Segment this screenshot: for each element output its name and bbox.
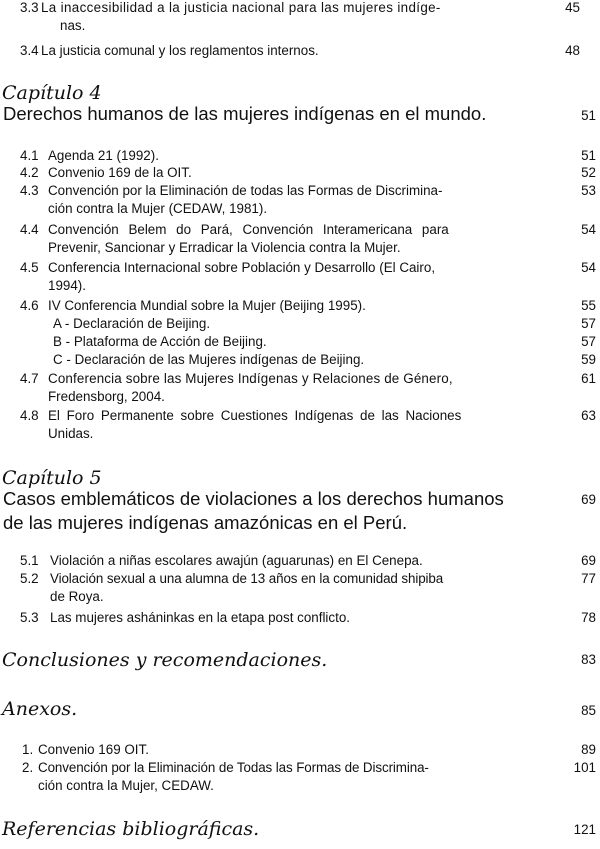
references-title: Referencias bibliográficas. <box>2 818 260 840</box>
entry-text: Conferencia sobre las Mujeres Indígenas y Relaciones de Género, <box>48 371 453 386</box>
toc-entry-annex-1 <box>20 741 596 759</box>
entry-number: 4.1 <box>20 148 39 163</box>
entry-text: Conferencia Internacional sobre Población y Desarrollo (El Cairo, <box>48 260 436 275</box>
chapter-5-title-line2: de las mujeres indígenas amazónicas en el Perú. <box>3 512 408 533</box>
entry-text: Violación a niñas escolares awajún (aguarunas) en El Cenepa. <box>50 553 423 568</box>
entry-text: El Foro Permanente sobre Cuestiones Indígenas de las Naciones <box>48 408 462 423</box>
entry-text: Convención Belem do Pará, Convención Interamericana para <box>48 222 449 237</box>
toc-entry-4-3 <box>20 182 596 218</box>
toc-entry-4-6 <box>20 297 596 315</box>
entry-text-continued: 1994). <box>48 278 86 293</box>
entry-number: 4.4 <box>20 222 39 237</box>
entry-number: 3.3 <box>20 0 39 15</box>
annexes-title: Anexos. <box>2 698 78 720</box>
entry-page: 61 <box>581 371 596 386</box>
entry-number: 4.8 <box>20 408 39 423</box>
entry-number: 5.3 <box>20 610 39 625</box>
entry-number: 5.1 <box>20 553 39 568</box>
entry-page: 69 <box>581 553 596 568</box>
entry-page: 52 <box>581 165 596 180</box>
entry-page: 77 <box>581 571 596 586</box>
entry-text: A - Declaración de Beijing. <box>53 316 211 331</box>
entry-page: 89 <box>581 742 596 757</box>
toc-entry-4-1 <box>20 147 596 165</box>
entry-page: 55 <box>581 298 596 313</box>
entry-text-continued: Prevenir, Sancionar y Erradicar la Violencia contra la Mujer. <box>48 240 401 255</box>
entry-text: Convenio 169 OIT. <box>38 742 149 757</box>
chapter-4-title: Derechos humanos de las mujeres indígenas en el mundo. <box>3 103 487 124</box>
toc-entry-4-4 <box>20 221 596 257</box>
entry-text: Violación sexual a una alumna de 13 años en la comunidad shipiba <box>50 571 444 586</box>
entry-number: 1. <box>22 742 34 757</box>
entry-page: 51 <box>581 148 596 163</box>
entry-text-continued: de Roya. <box>50 589 104 604</box>
toc-entry-3-3 <box>20 0 580 37</box>
chapter-4-page: 51 <box>581 108 596 123</box>
conclusions-title: Conclusiones y recomendaciones. <box>2 649 328 671</box>
entry-page: 59 <box>581 352 596 367</box>
entry-text: Agenda 21 (1992). <box>48 148 159 163</box>
toc-entry-4-6-b <box>20 333 596 351</box>
entry-page: 54 <box>581 222 596 237</box>
entry-text: Convención por la Eliminación de Todas las Formas de Discrimina- <box>38 760 429 775</box>
entry-number: 4.2 <box>20 165 39 180</box>
entry-page: 57 <box>581 334 596 349</box>
chapter-5-page: 69 <box>581 492 596 507</box>
entry-text: La justicia comunal y los reglamentos internos. <box>41 43 319 58</box>
toc-entry-4-2 <box>20 164 596 182</box>
toc-entry-4-5 <box>20 259 596 295</box>
entry-page: 45 <box>565 0 580 15</box>
entry-number: 2. <box>22 760 34 775</box>
toc-entry-4-7 <box>20 370 596 406</box>
conclusions-page: 83 <box>581 652 596 667</box>
entry-text: Convenio 169 de la OIT. <box>48 165 192 180</box>
toc-entry-4-6-c <box>20 351 596 369</box>
annexes-page: 85 <box>581 703 596 718</box>
references-page: 121 <box>573 822 596 837</box>
entry-page: 57 <box>581 316 596 331</box>
entry-text-continued: nas. <box>60 18 86 33</box>
entry-text: La inaccesibilidad a la justicia nacional para las mujeres indíge- <box>41 0 441 15</box>
entry-page: 101 <box>573 760 596 775</box>
entry-page: 53 <box>581 183 596 198</box>
entry-page: 48 <box>565 43 580 58</box>
chapter-5-title-line1: Casos emblemáticos de violaciones a los derechos humanos <box>3 488 504 509</box>
entry-page: 78 <box>581 610 596 625</box>
chapter-4-label: Capítulo 4 <box>2 82 102 104</box>
entry-text: IV Conferencia Mundial sobre la Mujer (Beijing 1995). <box>48 298 366 313</box>
entry-number: 4.6 <box>20 298 39 313</box>
entry-number: 3.4 <box>20 43 39 58</box>
toc-entry-3-4 <box>20 42 580 60</box>
entry-page: 54 <box>581 260 596 275</box>
entry-text: C - Declaración de las Mujeres indígenas de Beijing. <box>53 352 365 367</box>
entry-text: Convención por la Eliminación de todas las Formas de Discrimina- <box>48 183 443 198</box>
toc-entry-5-3 <box>20 609 596 627</box>
entry-text: B - Plataforma de Acción de Beijing. <box>53 334 267 349</box>
entry-number: 5.2 <box>20 571 39 586</box>
entry-number: 4.3 <box>20 183 39 198</box>
entry-number: 4.5 <box>20 260 39 275</box>
toc-entry-5-2 <box>20 570 596 606</box>
entry-page: 63 <box>581 408 596 423</box>
entry-text-continued: ción contra la Mujer (CEDAW, 1981). <box>48 201 268 216</box>
entry-text: Las mujeres asháninkas en la etapa post conflicto. <box>50 610 350 625</box>
toc-entry-4-6-a <box>20 315 596 333</box>
toc-entry-4-8 <box>20 407 596 443</box>
toc-entry-5-1 <box>20 552 596 570</box>
entry-text-continued: Unidas. <box>48 426 94 441</box>
toc-entry-annex-2 <box>20 759 596 795</box>
entry-text-continued: Fredensborg, 2004. <box>48 389 165 404</box>
entry-text-continued: ción contra la Mujer, CEDAW. <box>38 778 214 793</box>
entry-number: 4.7 <box>20 371 39 386</box>
chapter-5-label: Capítulo 5 <box>2 467 102 489</box>
